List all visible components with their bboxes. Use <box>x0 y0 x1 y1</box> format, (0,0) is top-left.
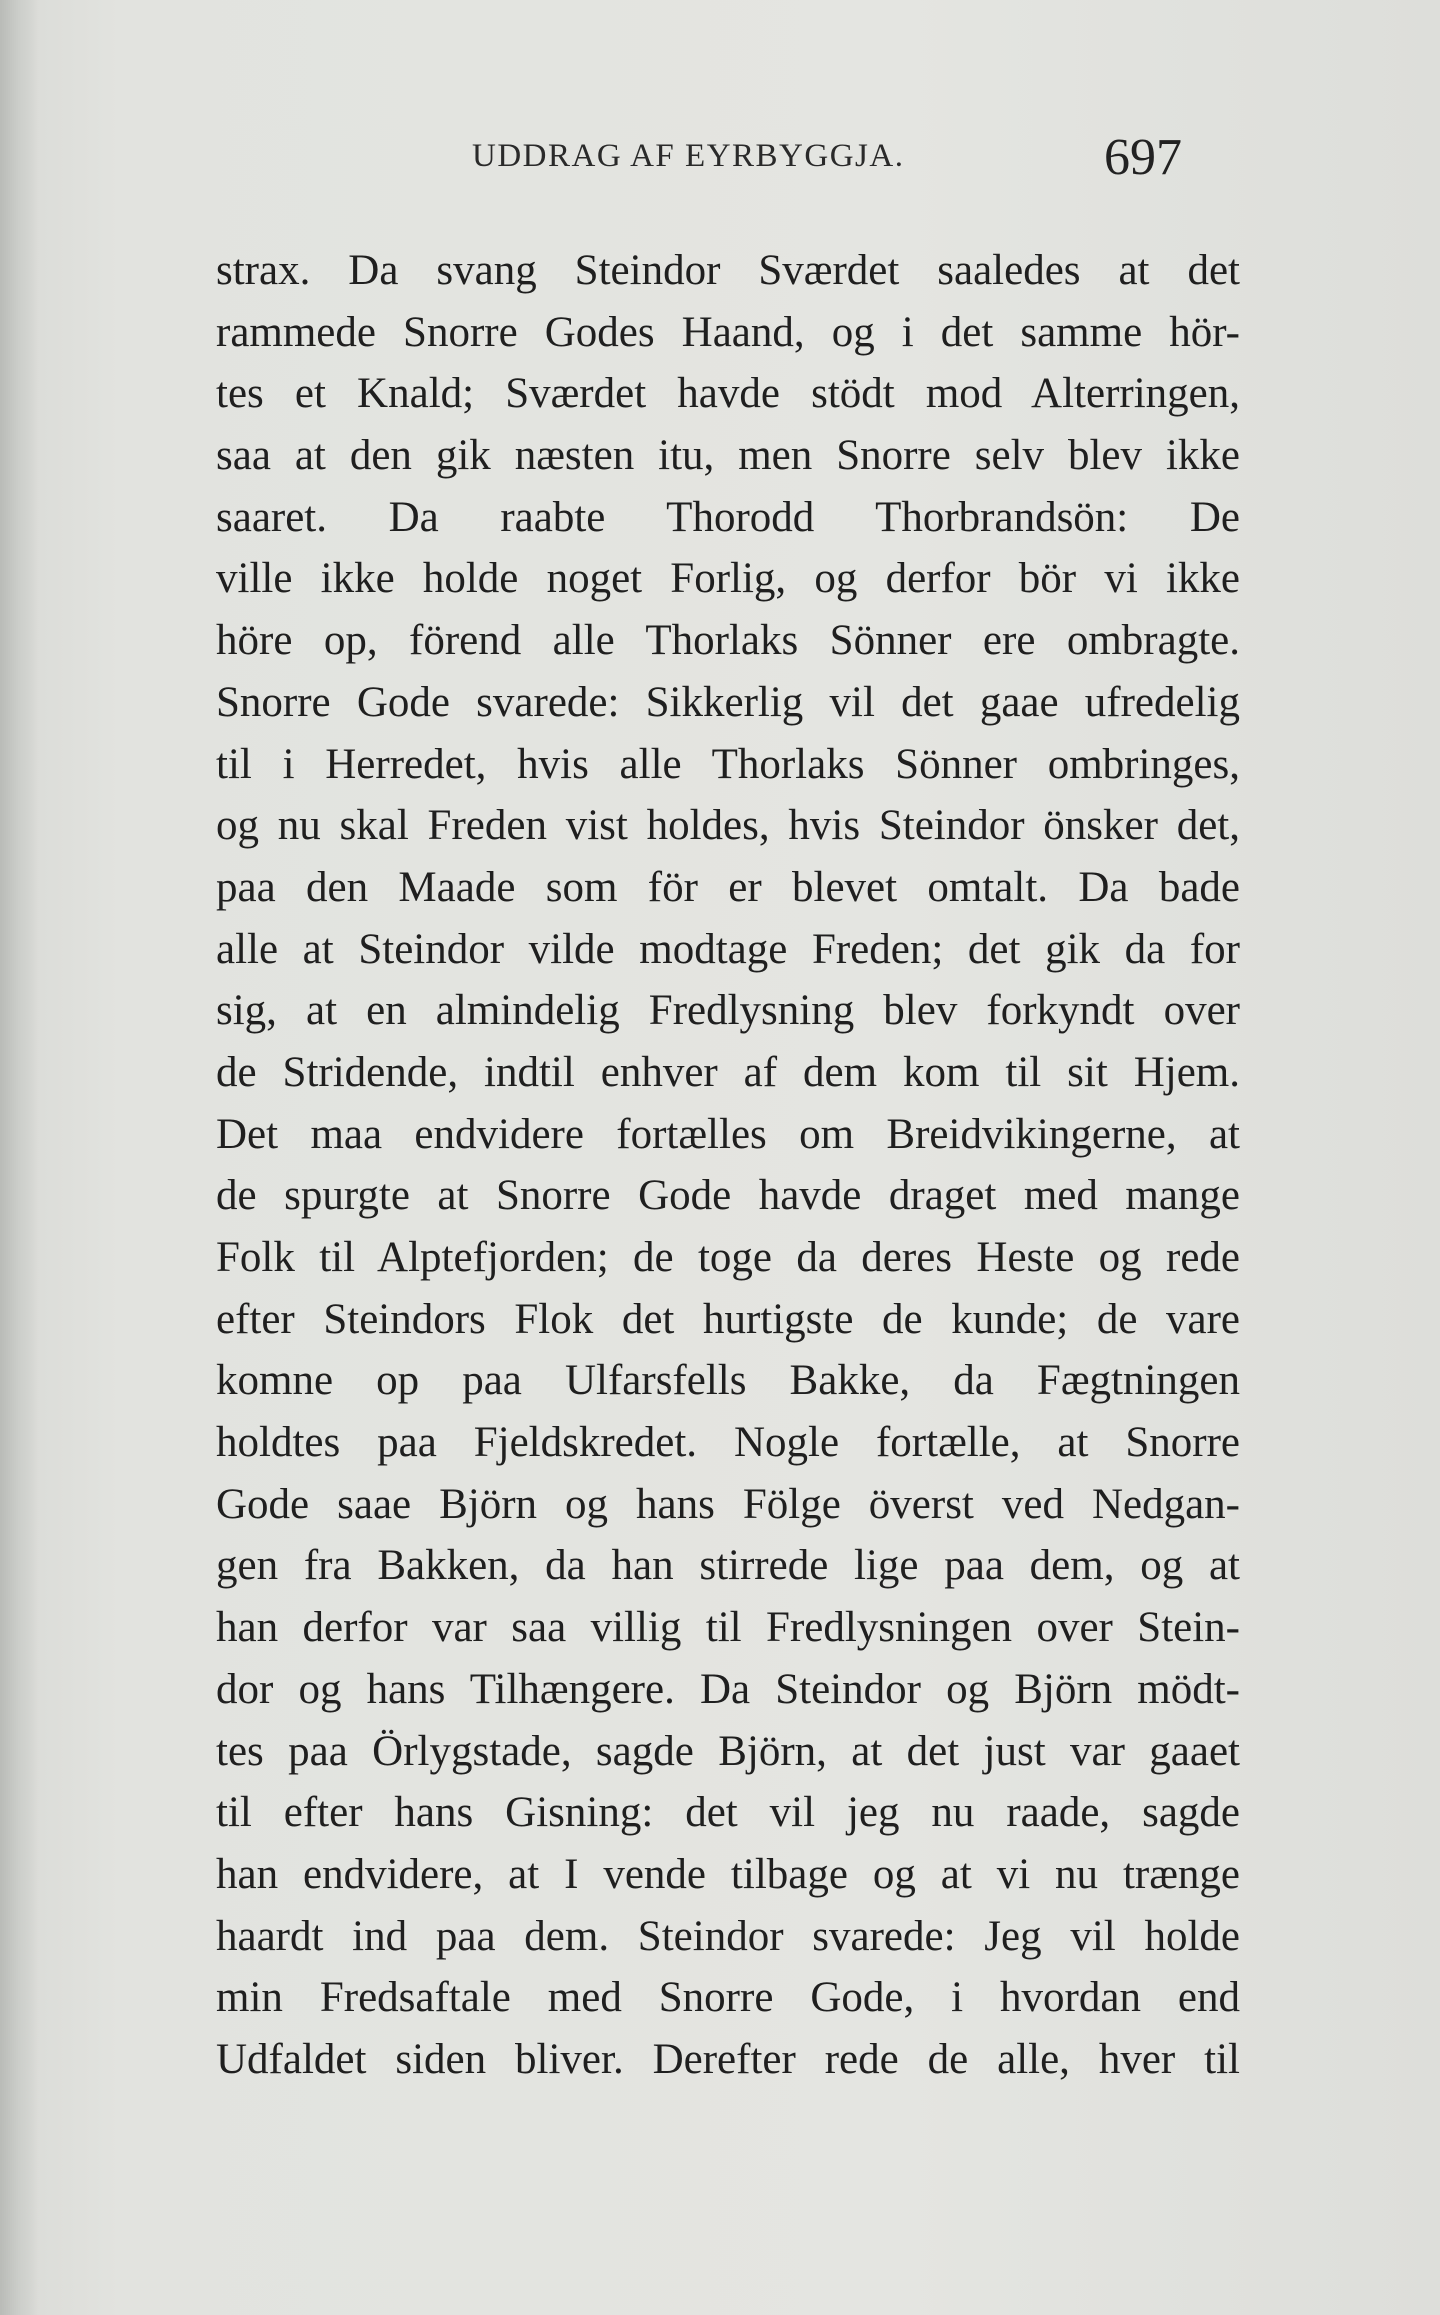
text-line: efter Steindors Flok det hurtigste de kunde; de vare <box>216 1295 1240 1343</box>
text-line: sig, at en almindelig Fredlysning blev forkyndt over <box>216 987 1240 1035</box>
text-line: de Stridende, indtil enhver af dem kom til sit Hjem. <box>216 1048 1240 1096</box>
text-line: min Fredsaftale med Snorre Gode, i hvordan end <box>216 1974 1240 2022</box>
text-line: gen fra Bakken, da han stirrede lige paa dem, og at <box>216 1542 1240 1590</box>
text-line: rammede Snorre Godes Haand, og i det samme hör- <box>216 308 1240 356</box>
text-line: han derfor var saa villig til Fredlysningen over Stein- <box>216 1604 1240 1652</box>
body-text <box>216 240 1240 2091</box>
text-line: til i Herredet, hvis alle Thorlaks Sönner ombringes, <box>216 740 1240 788</box>
text-line: Det maa endvidere fortælles om Breidvikingerne, at <box>216 1110 1240 1158</box>
text-line: han endvidere, at I vende tilbage og at vi nu trænge <box>216 1850 1240 1898</box>
text-line: Snorre Gode svarede: Sikkerlig vil det gaae ufredelig <box>216 678 1240 726</box>
text-line: tes paa Örlygstade, sagde Björn, at det just var gaaet <box>216 1727 1240 1775</box>
text-line: tes et Knald; Sværdet havde stödt mod Alterringen, <box>216 370 1240 418</box>
text-line: til efter hans Gisning: det vil jeg nu raade, sagde <box>216 1789 1240 1837</box>
page-number: 697 <box>1104 129 1182 186</box>
text-line: saaret. Da raabte Thorodd Thorbrandsön: De <box>216 493 1240 541</box>
spine-shadow <box>0 0 38 2315</box>
text-line: og nu skal Freden vist holdes, hvis Steindor önsker det, <box>216 802 1240 850</box>
text-line: strax. Da svang Steindor Sværdet saaledes at det <box>216 247 1240 294</box>
text-line: höre op, förend alle Thorlaks Sönner ere ombragte. <box>216 617 1240 665</box>
text-line: saa at den gik næsten itu, men Snorre selv blev ikke <box>216 432 1240 480</box>
text-line: paa den Maade som för er blevet omtalt. Da bade <box>216 863 1240 911</box>
text-line: dor og hans Tilhængere. Da Steindor og Björn mödt- <box>216 1665 1240 1713</box>
text-line: ville ikke holde noget Forlig, og derfor bör vi ikke <box>216 555 1240 603</box>
text-line: Gode saae Björn og hans Fölge överst ved Nedgan- <box>216 1480 1240 1528</box>
text-line: alle at Steindor vilde modtage Freden; det gik da for <box>216 925 1240 973</box>
text-line: de spurgte at Snorre Gode havde draget med mange <box>216 1172 1240 1220</box>
text-line: holdtes paa Fjeldskredet. Nogle fortælle, at Snorre <box>216 1419 1240 1467</box>
running-title: UDDRAG AF EYRBYGGJA. <box>472 138 905 174</box>
text-line: komne op paa Ulfarsfells Bakke, da Fægtningen <box>216 1357 1240 1405</box>
text-line: Udfaldet siden bliver. Derefter rede de alle, hver til <box>216 2035 1240 2083</box>
text-line: Folk til Alptefjorden; de toge da deres Heste og rede <box>216 1234 1240 1281</box>
text-line: haardt ind paa dem. Steindor svarede: Jeg vil holde <box>216 1912 1240 1960</box>
page-header <box>472 128 1182 188</box>
